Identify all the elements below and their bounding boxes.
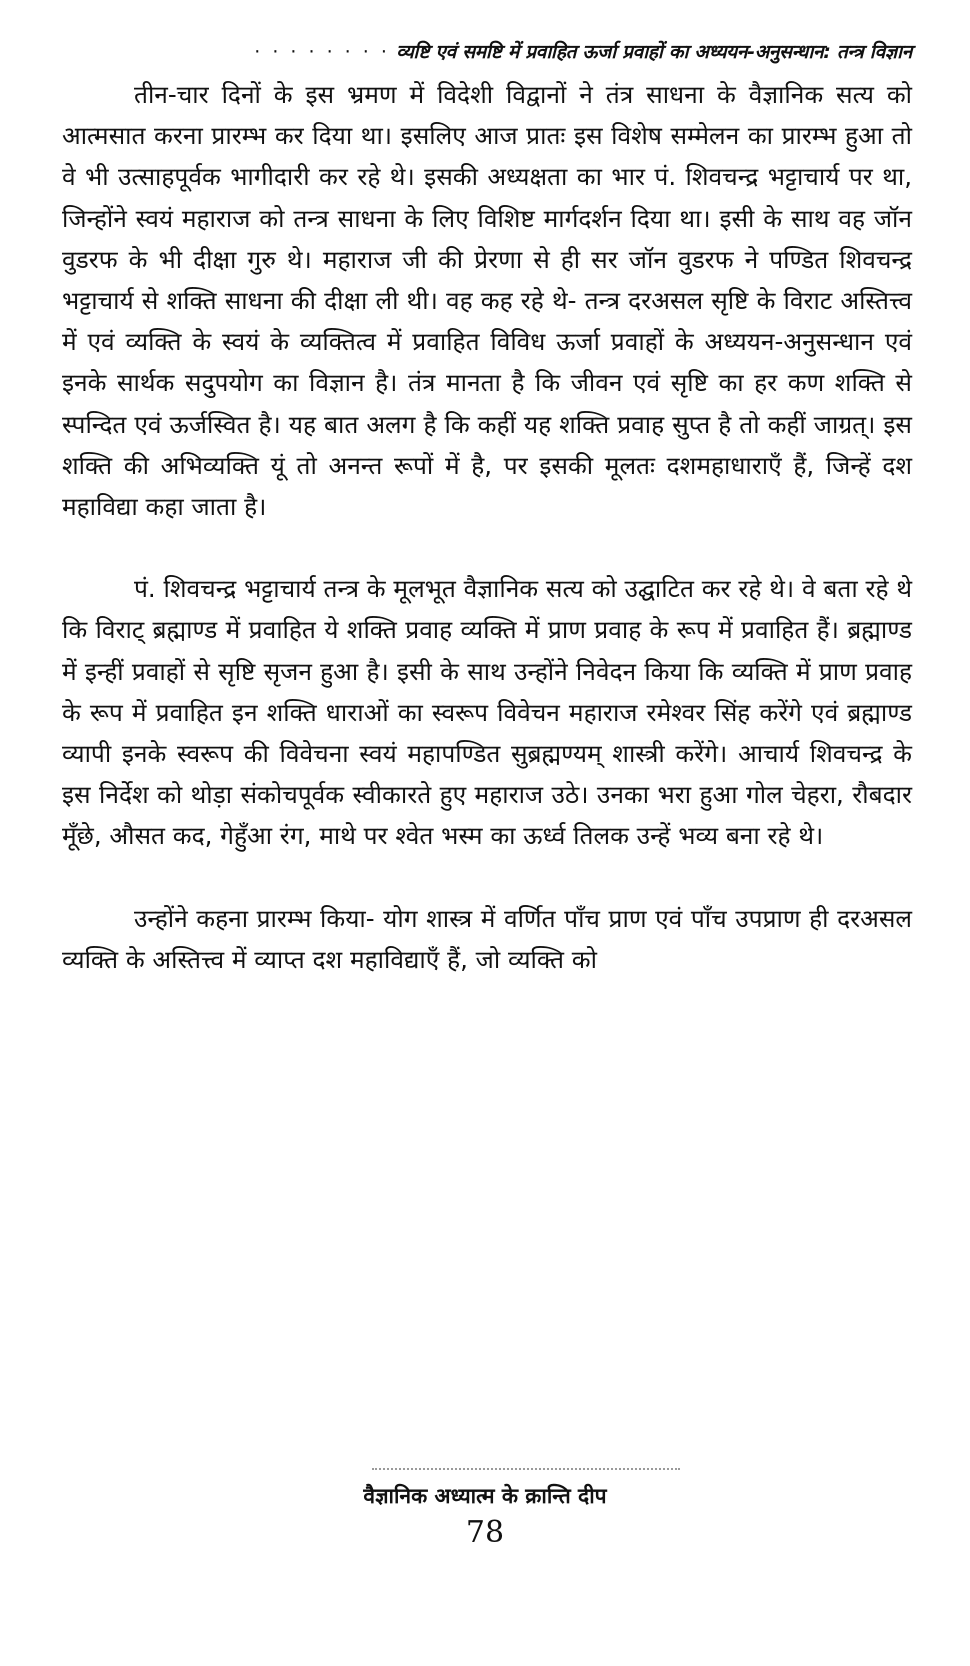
running-header: [62, 38, 912, 64]
paragraph-2: पं. शिवचन्द्र भट्टाचार्य तन्त्र के मूलभूत वैज्ञानिक सत्य को उद्घाटित कर रहे थे। वे बता रहे थे कि विराट् ब्रह्माण्ड में प्रवाहित ये शक्ति प्रवाह व्यक्ति में प्राण प्रवाह के रूप में प्रवाहित हैं। ब्रह्माण्ड में इन्हीं प्रवाहों से सृष्टि सृजन हुआ है। इसी के साथ उन्होंने निवेदन किया कि व्यक्ति में प्राण प्रवाह के रूप में प्रवाहित इन शक्ति धाराओं का स्वरूप विवेचन महाराज रमेश्वर सिंह करेंगे एवं ब्रह्माण्ड व्यापी इनके स्वरूप की विवेचना स्वयं महापण्डित सुब्रह्मण्यम् शास्त्री करेंगे। आचार्य शिवचन्द्र के इस निर्देश को थोड़ा संकोचपूर्वक स्वीकारते हुए महाराज उठे। उनका भरा हुआ गोल चेहरा, रौबदार मूँछे, औसत कद, गेहुँआ रंग, माथे पर श्वेत भस्म का ऊर्ध्व तिलक उन्हें भव्य बना रहे थे।: [62, 574, 912, 851]
header-leader-dots: · · · · · · · ·: [254, 41, 390, 63]
footer-dotted-rule: [372, 1468, 680, 1470]
header-title: व्यष्टि एवं समष्टि में प्रवाहित ऊर्जा प्रवाहों का अध्ययन-अनुसन्धान: तन्त्र विज्ञान: [396, 41, 912, 63]
body-text: [62, 74, 912, 980]
footer-book-title: वैज्ञानिक अध्यात्म के क्रान्ति दीप: [363, 1484, 607, 1508]
paragraph-1: तीन-चार दिनों के इस भ्रमण में विदेशी विद्वानों ने तंत्र साधना के वैज्ञानिक सत्य को आत्मसात करना प्रारम्भ कर दिया था। इसलिए आज प्रातः इस विशेष सम्मेलन का प्रारम्भ हुआ तो वे भी उत्साहपूर्वक भागीदारी कर रहे थे। इसकी अध्यक्षता का भार पं. शिवचन्द्र भट्टाचार्य पर था, जिन्होंने स्वयं महाराज को तन्त्र साधना के लिए विशिष्ट मार्गदर्शन दिया था। इसी के साथ वह जॉन वुडरफ के भी दीक्षा गुरु थे। महाराज जी की प्रेरणा से ही सर जॉन वुडरफ ने पण्डित शिवचन्द्र भट्टाचार्य से शक्ति साधना की दीक्षा ली थी। वह कह रहे थे- तन्त्र दरअसल सृष्टि के विराट अस्तित्त्व में एवं व्यक्ति के स्वयं के व्यक्तित्व में प्रवाहित विविध ऊर्जा प्रवाहों के अध्ययन-अनुसन्धान एवं इनके सार्थक सदुपयोग का विज्ञान है। तंत्र मानता है कि जीवन एवं सृष्टि का हर कण शक्ति से स्पन्दित एवं ऊर्जस्वित है। यह बात अलग है कि कहीं यह शक्ति प्रवाह सुप्त है तो कहीं जाग्रत्। इस शक्ति की अभिव्यक्ति यूं तो अनन्त रूपों में है, पर इसकी मूलतः दशमहाधाराएँ हैं, जिन्हें दश महाविद्या कहा जाता है।: [62, 80, 912, 522]
paragraph-3: उन्होंने कहना प्रारम्भ किया- योग शास्त्र में वर्णित पाँच प्राण एवं पाँच उपप्राण ही दरअसल व्यक्ति के अस्तित्त्व में व्याप्त दश महाविद्याएँ हैं, जो व्यक्ति को: [62, 903, 912, 974]
page-number: 78: [465, 1515, 505, 1550]
